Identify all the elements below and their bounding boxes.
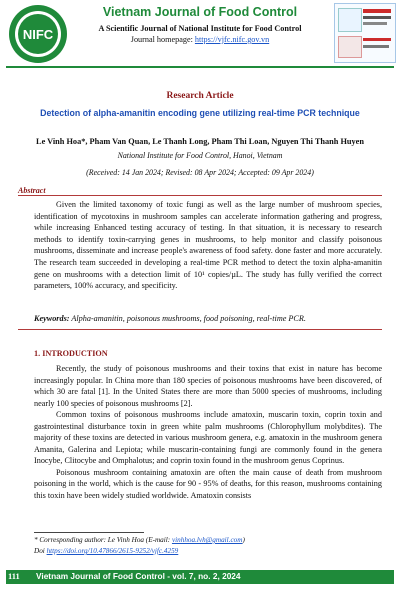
page-number: 111 [8,571,20,581]
article-dates: (Received: 14 Jan 2024; Revised: 08 Apr 2024; Accepted: 09 Apr 2024) [86,168,314,177]
author-email-link[interactable]: vinhhoa.lvh@gmail.com [171,536,243,544]
abstract-top-divider [18,195,382,196]
abstract-bottom-divider [18,329,382,330]
doi-note [34,547,178,555]
intro-paragraph: Common toxins of poisonous mushrooms include amatoxin, muscarin toxin, coprin toxin and gastrointestinal disturbance toxin in green white palm mushrooms (Chlorophyllum molybdites). The majority of these toxins are detected in various mushroom genera, e.g. amatoxin in the mushroom genera Amanita, Galerina and Lepiota; while muscarin-containing fungi are commonly found in the genera Inocybe, Clitocybe and Omphalotus; and coprin toxin found in the mushroom genus Coprinus. [34,410,382,465]
abstract-text: Given the limited taxonomy of toxic fungi as well as the large number of mushroom species, identification of mycotoxins in mushroom samples can accelerate information gathering and progress, while increasing Enhanced testing accuracy of testing. In that situation, it is necessary to research methods to identify toxin-carrying genes in mushrooms, to help monitor and classify poisonous mushrooms, disseminate and increase people's awareness of food safety. done faster and more accurately. The research team succeeded in developing a real-time PCR method to detect the toxin alpha-amanitin gene on mushrooms with a detection limit of 10¹ copies/µL. The study has fully verified the correct parameters, 100% accuracy, and specificity. [34,200,382,291]
keywords [34,314,382,323]
homepage-link[interactable]: https://vjfc.nifc.gov.vn [194,35,270,44]
article-type: Research Article [166,91,234,101]
affiliation: National Institute for Food Control, Hanoi, Vietnam [117,151,283,160]
keywords-label: Keywords: [34,314,70,323]
intro-paragraph: Recently, the study of poisonous mushrooms and their toxins that exist in nature has become increasingly popular. In China more than 180 species of poisonous mushrooms have been discovered, of which 30 are fatal [1]. In the United States there are more than 5000 species of mushrooms, including nearly 100 species of poisonous mushrooms [2]. [34,364,382,408]
footnote-divider [34,532,144,533]
corresponding-author-note [34,536,245,544]
article-title: Detection of alpha-amanitin encoding gene utilizing real-time PCR technique [40,108,360,118]
abstract-body [34,199,382,292]
footer-journal-info: Vietnam Journal of Food Control - vol. 7, no. 2, 2024 [36,571,241,581]
journal-subtitle: A Scientific Journal of National Institute for Food Control [98,24,302,33]
header-divider [6,66,394,68]
logo-text: NIFC [22,27,54,42]
doi-link[interactable]: https://doi.org/10.47866/2615-9252/vjfc.4259 [46,547,179,555]
introduction-body [34,363,382,501]
abstract-label: Abstract [18,186,46,195]
journal-header [0,0,400,70]
authors: Le Vinh Hoa*, Pham Van Quan, Le Thanh Long, Pham Thi Loan, Nguyen Thi Thanh Huyen [36,137,364,146]
doi-label: Doi [34,547,47,555]
journal-cover-thumbnail [334,3,396,63]
journal-title: Vietnam Journal of Food Control [102,5,298,19]
keywords-list: Alpha-amanitin, poisonous mushrooms, food poisoning, real-time PCR. [69,314,306,323]
corresponding-prefix: * Corresponding author: Le Vinh Hoa (E-mail: [34,536,172,544]
intro-paragraph: Poisonous mushroom containing amatoxin are often the main cause of death from mushroom poisoning in the world, which is the cause for 90 - 95% of deaths, for this reason, mushrooms containing this toxin have been widely studied worldwide. Amatoxin consists [34,467,382,500]
corresponding-suffix: ) [242,536,245,544]
homepage-label: Journal homepage: [130,35,195,44]
introduction-heading: 1. INTRODUCTION [34,349,108,358]
